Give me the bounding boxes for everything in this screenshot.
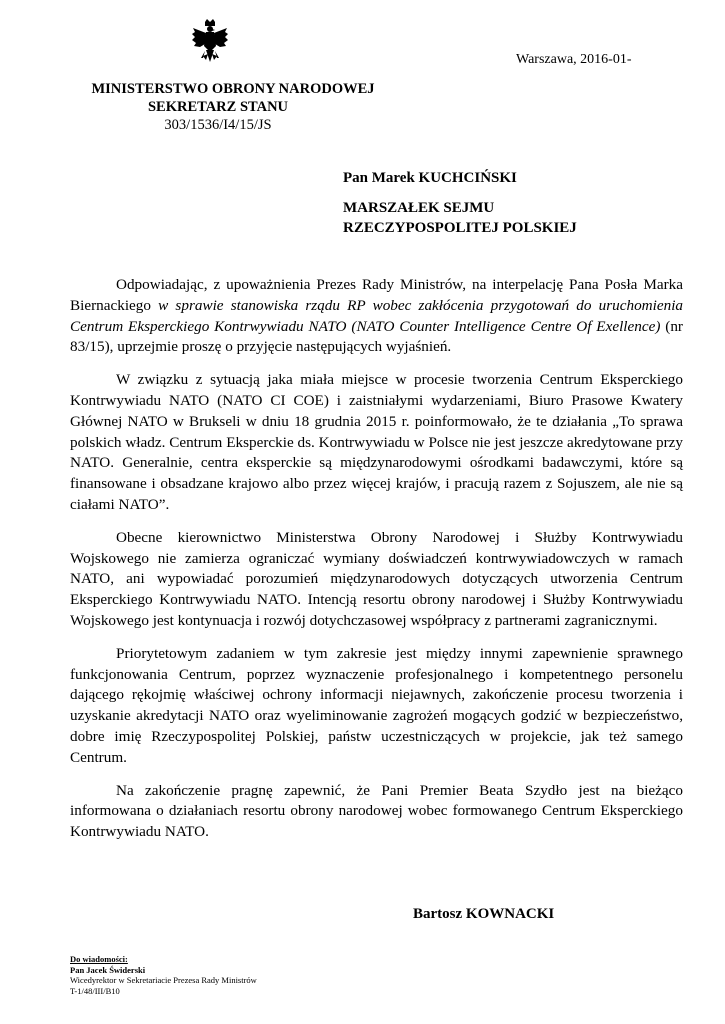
sender-block <box>78 80 388 134</box>
footer-heading: Do wiadomości: <box>70 954 128 964</box>
signature-name: Bartosz KOWNACKI <box>413 906 555 922</box>
paragraph-3: Obecne kierownictwo Ministerstwa Obrony Narodowej i Służby Kontrwywiadu Wojskowego nie zamierza ograniczać wymiany doświadczeń kontrwywiadowczych w ramach NATO, ani wypowiadać porozumień międzynarodowych dotyczących utworzenia Centrum Eksperckiego Kontrwywiadu NATO. Intencją resortu obrony narodowej i Służby Kontrwywiadu Wojskowego jest kontynuacja i rozwój dotychczasowej współpracy z partnerami zagranicznymi. <box>70 528 683 629</box>
city-date: Warszawa, 2016-01- <box>516 52 632 67</box>
recipient-name: Pan Marek KUCHCIŃSKI <box>343 170 517 186</box>
footer-recipient-name: Pan Jacek Świderski <box>70 964 146 975</box>
recipient-title-line2: RZECZYPOSPOLITEJ POLSKIEJ <box>343 220 577 236</box>
paragraph-5: Na zakończenie pragnę zapewnić, że Pani Premier Beata Szydło jest na bieżąco informowana o działaniach resortu obrony narodowej wobec formowanego Centrum Eksperckiego Kontrwywiadu NATO. <box>70 781 683 841</box>
polish-eagle-emblem-icon <box>190 18 230 68</box>
recipient-title-line1: MARSZAŁEK SEJMU <box>343 200 495 216</box>
recipient-block <box>343 168 577 238</box>
paragraph-1-end: (nr 83/15), uprzejmie proszę o przyjęcie następujących wyjaśnień. <box>70 317 683 356</box>
reference-number: 303/1536/I4/15/JS <box>164 117 272 133</box>
paragraph-2: W związku z sytuacją jaka miała miejsce w procesie tworzenia Centrum Eksperckiego Kontrwywiadu NATO (NATO CI COE) i zaistniałymi wydarzeniami, Biuro Prasowe Kwatery Głównej NATO w Brukseli w dniu 18 grudnia 2015 r. poinformowało, że te działania „To sprawa polskich władz. Centrum Eksperckie ds. Kontrwywiadu w Polsce nie jest jeszcze akredytowane przy NATO. Generalnie, centra eksperckie są międzynarodowymi ośrodkami badawczymi, które są finansowane i obsadzane krajowo albo przez więcej krajów, i pracują razem z Sojuszem, ale nie są ciałami NATO”. <box>70 371 683 513</box>
letter-body <box>70 275 683 855</box>
footer-reference: T-1/48/III/B10 <box>70 985 120 996</box>
paragraph-1 <box>70 275 683 358</box>
ministry-name: MINISTERSTWO OBRONY NARODOWEJ <box>91 81 375 97</box>
sender-position: SEKRETARZ STANU <box>147 99 289 115</box>
paragraph-1-subject: w sprawie stanowiska rządu RP wobec zakłócenia przygotowań do uruchomienia Centrum Eksperckiego Kontrwywiadu NATO (NATO Counter Intelligence Centre Of Exellence) <box>70 296 684 335</box>
footer-recipient-role: Wicedyrektor w Sekretariacie Prezesa Rady Ministrów <box>70 975 257 985</box>
distribution-footer <box>70 954 257 996</box>
paragraph-1-start: Odpowiadając, z upoważnienia Prezes Rady Ministrów, na interpelację Pana Posła Marka Biernackiego <box>70 276 683 314</box>
paragraph-4: Priorytetowym zadaniem w tym zakresie jest między innymi zapewnienie sprawnego funkcjonowania Centrum, poprzez wyznaczenie profesjonalnego i kompetentnego personelu dającego rękojmię właściwej ochrony informacji niejawnych, zakończenie procesu tworzenia i uzyskanie akredytacji NATO oraz wyeliminowanie zagrożeń mogących godzić w bezpieczeństwo, dobre imię Rzeczypospolitej Polskiej, państw uczestniczących w projekcie, jak też samego Centrum. <box>70 644 683 766</box>
